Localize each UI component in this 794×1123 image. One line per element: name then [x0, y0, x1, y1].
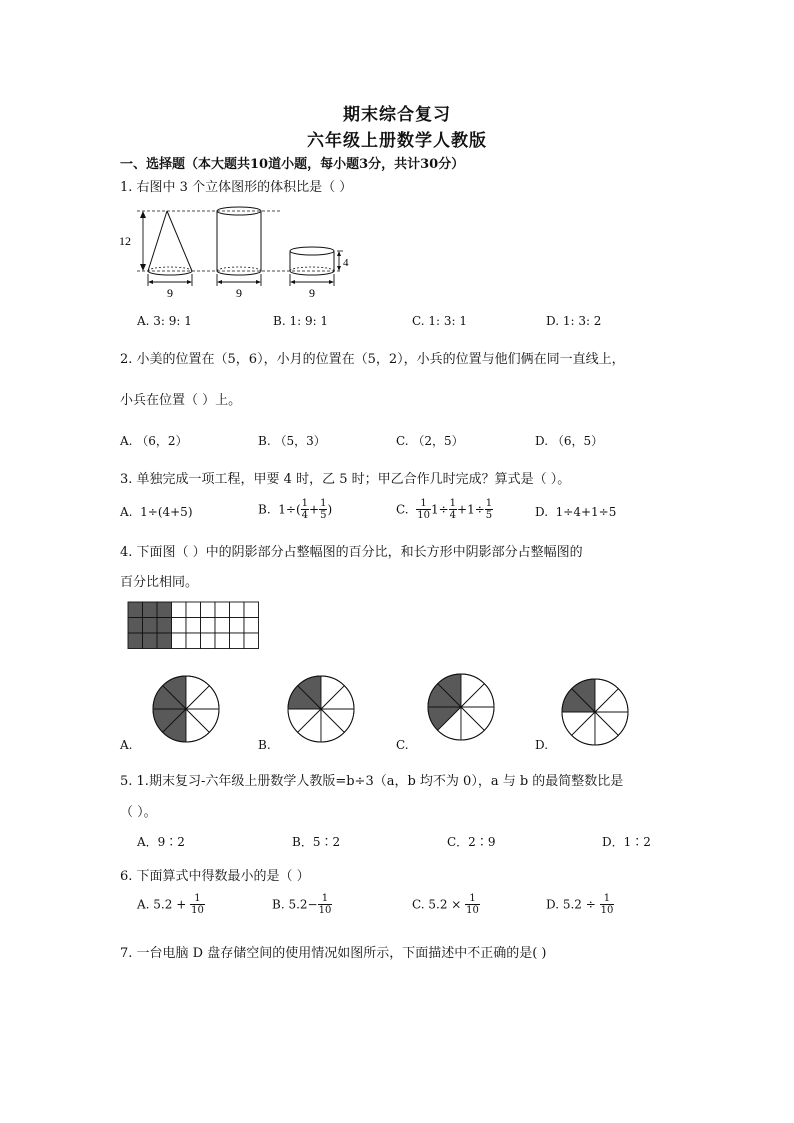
grid-cell-shaded — [128, 633, 143, 649]
q5-option-b[interactable]: B．5∶2 — [292, 835, 341, 849]
grid-cell-shaded — [128, 602, 143, 618]
grid-cell — [201, 618, 216, 634]
question-4-line1: 4. 下面图（ ）中的阴影部分占整幅图的百分比，和长方形中阴影部分占整幅图的 — [120, 545, 583, 560]
page-title: 期末综合复习 — [343, 105, 451, 125]
grid-cell-shaded — [157, 633, 172, 649]
grid-cell — [230, 633, 245, 649]
q2-option-a[interactable]: A. （6，2） — [120, 434, 188, 448]
pie-circle-c — [425, 671, 497, 743]
q5-option-a[interactable]: A．9∶2 — [137, 835, 185, 849]
grid-cell — [244, 602, 259, 618]
q4-option-c[interactable]: C. — [396, 738, 409, 752]
grid-cell — [172, 618, 187, 634]
cone-shape — [148, 211, 192, 275]
q3-option-a[interactable]: A. 1÷(4+5) — [120, 505, 193, 519]
q2-option-d[interactable]: D. （6，5） — [535, 434, 604, 448]
q1-option-a[interactable]: A. 3: 9: 1 — [137, 314, 192, 328]
grid-cell-shaded — [157, 618, 172, 634]
grid-cell — [244, 618, 259, 634]
q4-option-d[interactable]: D. — [535, 738, 549, 752]
grid-cell — [201, 633, 216, 649]
question-6-text: 6. 下面算式中得数最小的是（ ） — [120, 869, 310, 884]
pie-circle-a — [150, 673, 222, 745]
question-3-text: 3. 单独完成一项工程，甲要 4 时，乙 5 时；甲乙合作几时完成？算式是（ ）。 — [120, 472, 571, 487]
tall-cylinder-shape — [217, 207, 261, 275]
q4-option-b[interactable]: B. — [258, 738, 271, 752]
grid-cell-shaded — [157, 602, 172, 618]
q2-option-b[interactable]: B. （5，3） — [258, 434, 326, 448]
q6-option-b[interactable]: B. 5.2− $\frac{1}{10}$ — [272, 893, 332, 916]
question-5-line2: （ ）。 — [120, 805, 157, 820]
q1-option-c[interactable]: C. 1: 3: 1 — [412, 314, 468, 328]
q1-option-d[interactable]: D. 1: 3: 2 — [546, 314, 602, 328]
q3-option-b[interactable]: B. 1÷( $\frac{1}{4}$ + $\frac{1}{5}$ ) — [258, 498, 333, 521]
q6-option-c[interactable]: C. 5.2 × $\frac{1}{10}$ — [412, 893, 479, 916]
section-heading: 一、选择题（本大题共10道小题，每小题3分，共计30分） — [120, 157, 465, 172]
height-label-4: 4 — [343, 257, 349, 269]
grid-cell — [215, 618, 230, 634]
q3-option-c[interactable]: C. $\frac{1}{10}$ 1÷ $\frac{1}{4}$ +1÷ $\frac{1}{5}$ — [396, 498, 493, 521]
q2-option-c[interactable]: C. （2，5） — [396, 434, 464, 448]
grid-cell — [230, 618, 245, 634]
q1-option-b[interactable]: B. 1: 9: 1 — [273, 314, 329, 328]
q3-option-d[interactable]: D. 1÷4+1÷5 — [535, 505, 617, 519]
q4-option-a[interactable]: A. — [120, 738, 133, 752]
width-label-3: 9 — [309, 286, 315, 300]
grid-cell — [201, 602, 216, 618]
question-4-line2: 百分比相同。 — [120, 575, 199, 590]
grid-cell — [186, 602, 201, 618]
solids-figure — [115, 200, 349, 300]
page-subtitle: 六年级上册数学人教版 — [307, 131, 487, 151]
q6-option-a[interactable]: A. 5.2 + $\frac{1}{10}$ — [137, 893, 204, 916]
grid-cell — [215, 602, 230, 618]
grid-cell — [230, 602, 245, 618]
question-2-line2: 小兵在位置（ ）上。 — [120, 393, 242, 408]
grid-cell — [186, 633, 201, 649]
grid-cell-shaded — [128, 618, 143, 634]
q5-option-c[interactable]: C．2∶9 — [447, 835, 496, 849]
grid-cell — [186, 618, 201, 634]
width-label-1: 9 — [167, 286, 173, 300]
shaded-rectangle-grid — [127, 601, 261, 651]
grid-cell — [172, 633, 187, 649]
pie-circle-d — [559, 676, 631, 748]
width-label-2: 9 — [236, 286, 242, 300]
question-7-text: 7. 一台电脑 D 盘存储空间的使用情况如图所示，下面描述中不正确的是( ) — [120, 946, 547, 961]
grid-cell — [172, 602, 187, 618]
q5-option-d[interactable]: D．1∶2 — [602, 835, 651, 849]
question-1-text: 1. 右图中 3 个立体图形的体积比是（ ） — [120, 180, 353, 195]
grid-cell-shaded — [143, 602, 158, 618]
q6-option-d[interactable]: D. 5.2 ÷ $\frac{1}{10}$ — [546, 893, 614, 916]
grid-cell-shaded — [143, 633, 158, 649]
height-label-12: 12 — [119, 234, 131, 248]
question-2-line1: 2. 小美的位置在（5，6），小月的位置在（5，2），小兵的位置与他们俩在同一直线上， — [120, 352, 625, 367]
pie-circle-b — [285, 673, 357, 745]
grid-cell — [244, 633, 259, 649]
grid-cell-shaded — [143, 618, 158, 634]
grid-cell — [215, 633, 230, 649]
question-5-line1: 5. 1.期末复习-六年级上册数学人教版=b÷3（a，b 均不为 0），a 与 b 的最简整数比是 — [120, 774, 624, 789]
